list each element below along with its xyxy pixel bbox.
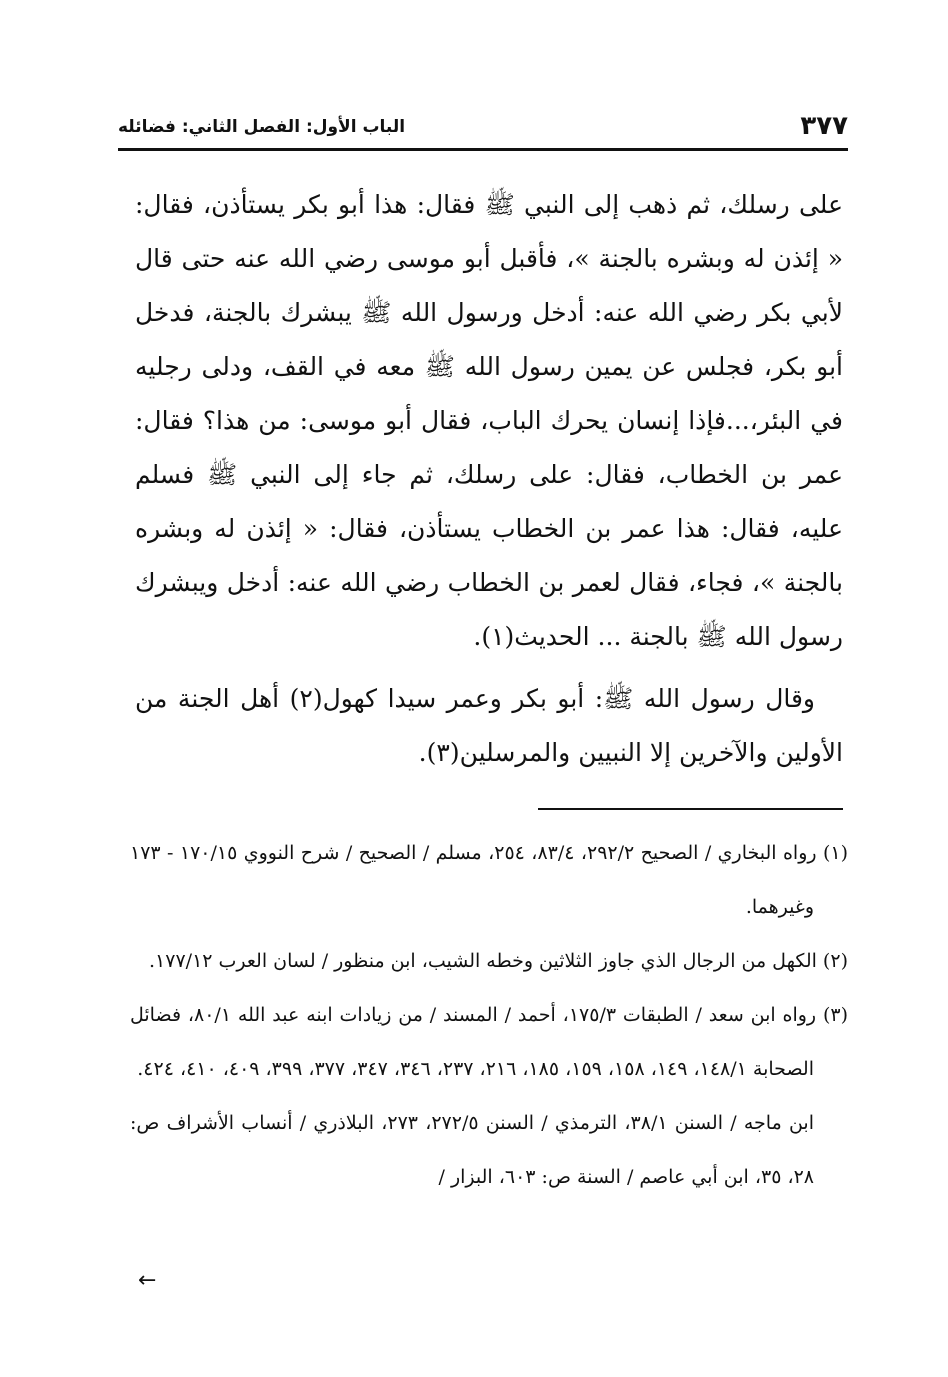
header-rule bbox=[118, 148, 848, 151]
footnote-3: (٣) رواه ابن سعد / الطبقات ١٧٥/٣، أحمد / المسند / من زيادات ابنه عبد الله ٨٠/١، فضائل الصحابة ١٤٨/١، ١٤٩، ١٥٨، ١٥٩، ١٨٥، ٢١٦، ٢٣٧، ٣٤٦، ٣٤٧، ٣٧٧، ٣٩٩، ٤٠٩، ٤١٠، ٤٢٤. bbox=[130, 1004, 848, 1080]
footnote-2: (٢) الكهل من الرجال الذي جاوز الثلاثين وخطه الشيب، ابن منظور / لسان العرب ١٧٧/١٢. bbox=[149, 950, 848, 972]
main-text bbox=[135, 178, 843, 780]
page-number: ٣٧٧ bbox=[800, 111, 848, 141]
page-header bbox=[118, 108, 848, 148]
paragraph-1: على رسلك، ثم ذهب إلى النبي ﷺ فقال: هذا أبو بكر يستأذن، فقال: « إئذن له وبشره بالجنة »، فأقبل أبو موسى رضي الله عنه حتى قال لأبي بكر رضي الله عنه: أدخل ورسول الله ﷺ يبشرك بالجنة، فدخل أبو بكر، فجلس عن يمين رسول الله ﷺ معه في القف، ودلى رجليه في البئر،...فإذا إنسان يحرك الباب، فقال أبو موسى: من هذا؟ فقال: عمر بن الخطاب، فقال: على رسلك، ثم جاء إلى النبي ﷺ فسلم عليه، فقال: هذا عمر بن الخطاب يستأذن، فقال: « إئذن له وبشره بالجنة »، فجاء، فقال لعمر بن الخطاب رضي الله عنه: أدخل ويبشرك رسول الله ﷺ بالجنة ... الحديث(١). bbox=[135, 190, 843, 651]
footnote-3-continuation: ابن ماجه / السنن ٣٨/١، الترمذي / السنن ٢٧٢/٥، ٢٧٣، البلاذري / أنساب الأشراف ص: ٢٨، ٣٥، ابن أبي عاصم / السنة ص: ٦٠٣، البزار / bbox=[130, 1112, 815, 1188]
footnotes bbox=[130, 826, 848, 1204]
paragraph-2: وقال رسول الله ﷺ: أبو بكر وعمر سيدا كهول(٢) أهل الجنة من الأولين والآخرين إلا النبيين والمرسلين(٣). bbox=[135, 684, 843, 767]
running-head: الباب الأول: الفصل الثاني: فضائله bbox=[118, 117, 406, 137]
continuation-arrow-icon: ← bbox=[138, 1268, 157, 1293]
footnote-1: (١) رواه البخاري / الصحيح ٢٩٢/٢، ٨٣/٤، ٢٥٤، مسلم / الصحيح / شرح النووي ١٧٠/١٥ - ١٧٣ وغيرهما. bbox=[130, 842, 849, 918]
footnote-rule bbox=[538, 808, 843, 810]
